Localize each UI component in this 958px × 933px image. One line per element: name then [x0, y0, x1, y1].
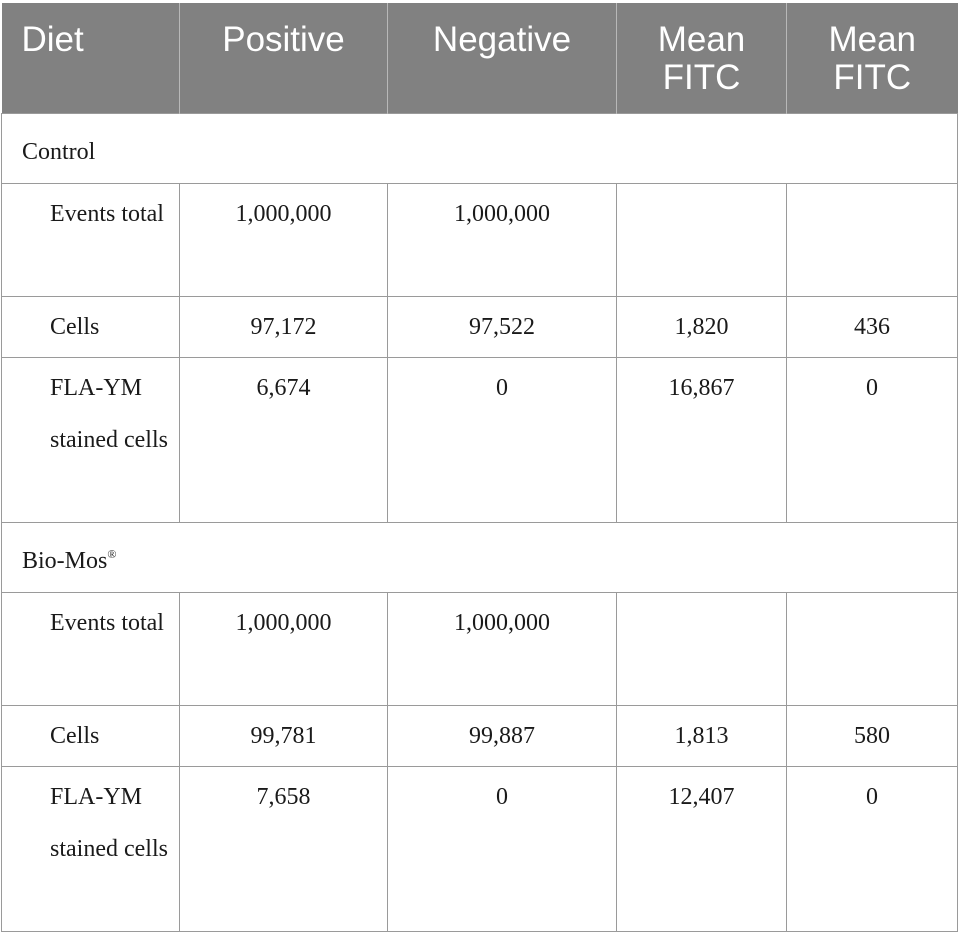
cell-negative: 97,522 — [388, 296, 617, 357]
table-row — [2, 592, 958, 705]
header-mean-fitc-negative: Mean FITC — [787, 3, 958, 113]
cell-mean-fitc-negative: 0 — [787, 357, 958, 522]
cell-mean-fitc-positive: 12,407 — [617, 766, 787, 931]
group-label — [2, 113, 958, 183]
row-label: Cells — [2, 705, 180, 766]
cell-negative: 0 — [388, 766, 617, 931]
cell-positive: 99,781 — [180, 705, 388, 766]
cell-negative: 0 — [388, 357, 617, 522]
cell-mean-fitc-negative: 436 — [787, 296, 958, 357]
group-name: Bio-Mos — [22, 547, 108, 574]
cell-positive: 1,000,000 — [180, 592, 388, 705]
row-label: Cells — [2, 296, 180, 357]
row-label: Events total — [2, 183, 180, 296]
cell-mean-fitc-negative: 580 — [787, 705, 958, 766]
header-positive: Positive — [180, 3, 388, 113]
cell-negative: 99,887 — [388, 705, 617, 766]
header-diet: Diet — [2, 3, 180, 113]
data-table — [1, 3, 958, 932]
cell-mean-fitc-positive: 16,867 — [617, 357, 787, 522]
cell-positive: 1,000,000 — [180, 183, 388, 296]
cell-negative: 1,000,000 — [388, 183, 617, 296]
cell-mean-fitc-positive: 1,813 — [617, 705, 787, 766]
row-label: Events total — [2, 592, 180, 705]
group-row-bio-mos — [2, 522, 958, 592]
table-body — [2, 113, 958, 931]
registered-mark: ® — [107, 546, 117, 561]
table-header — [2, 3, 958, 113]
table-row — [2, 705, 958, 766]
row-label: FLA-YM stained cells — [2, 357, 180, 522]
table-row — [2, 183, 958, 296]
cell-positive: 6,674 — [180, 357, 388, 522]
table-row — [2, 296, 958, 357]
cell-positive: 7,658 — [180, 766, 388, 931]
group-label — [2, 522, 958, 592]
group-name: Control — [22, 138, 96, 165]
cell-negative: 1,000,000 — [388, 592, 617, 705]
cell-mean-fitc-negative: 0 — [787, 766, 958, 931]
cell-mean-fitc-positive — [617, 592, 787, 705]
table-row — [2, 357, 958, 522]
group-row-control — [2, 113, 958, 183]
cell-mean-fitc-positive — [617, 183, 787, 296]
header-negative: Negative — [388, 3, 617, 113]
cell-mean-fitc-negative — [787, 183, 958, 296]
cell-mean-fitc-negative — [787, 592, 958, 705]
header-mean-fitc-positive: Mean FITC — [617, 3, 787, 113]
table-row — [2, 766, 958, 931]
row-label: FLA-YM stained cells — [2, 766, 180, 931]
cell-mean-fitc-positive: 1,820 — [617, 296, 787, 357]
cell-positive: 97,172 — [180, 296, 388, 357]
